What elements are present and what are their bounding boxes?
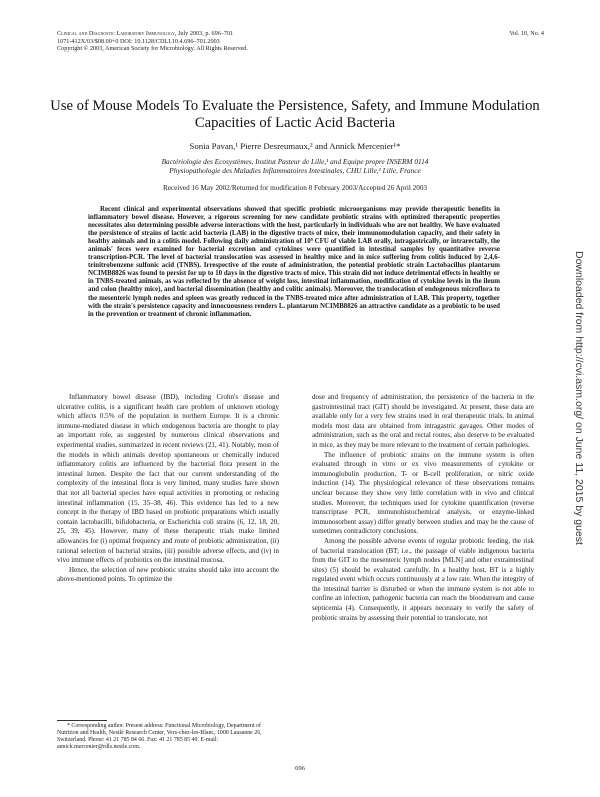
body-paragraph: dose and frequency of administration, the persistence of the bacteria in the gastrointestinal tract (GIT) should be investigated. At present, these data are available only for a very few strains used in oral therapeutic trials. In animal models most data are obtained from intragastric gavages. Other modes of administration, such as the oral and rectal routes, also deserve to be evaluated in mice, as they may be more relevant to the treatment of certain pathologies. (312, 393, 534, 449)
copyright-line: Copyright © 2003, American Society for Microbiology. All Rights Reserved. (57, 45, 248, 53)
body-paragraph: Hence, the selection of new probiotic strains should take into account the above-mentioned points. To optimize the (57, 565, 279, 584)
issue-info: , July 2003, p. 696–701 (174, 30, 234, 37)
affiliation-line-2: Physiopathologie des Maladies Inflammatoires Intestinales, CHU Lille,² Lille, France (169, 166, 421, 175)
body-paragraph: Inflammatory bowel disease (IBD), including Crohn's disease and ulcerative colitis, is a significant health care problem of unknown etiology which affects 0.5% of the population in northern Europe. It is a chronic immune-mediated disease in which endogenous bacteria are thought to play an important role, as suggested by numerous clinical observations and experimental studies, summarized in recent reviews (21, 41). Notably, most of the models in which animals develop spontaneous or chemically induced inflammatory colitis are influenced by the bacterial flora present in the intestinal lumen. Despite the fact that our current understanding of the complexity of the intestinal flora is very limited, many studies have shown that not all bacterial species have equal activities in promoting or reducing intestinal inflammation (15, 35–38, 46). This evidence has led to a new concept in the therapy of IBD based on probiotic preparations which usually contain lactobacilli, bifidobacteria, or Escherichia coli strains (6, 12, 18, 20, 25, 39, 45). However, many of these therapeutic trials make limited allowances for (i) optimal frequency and route of probiotic administration, (ii) rational selection of bacterial strains, (iii) possible adverse effects, and (iv) in vivo immune effects of probiotics on the intestinal mucosa. (57, 393, 279, 565)
page-number: 696 (295, 765, 305, 772)
issn-doi-line: 1071-412X/03/$08.00+0 DOI: 10.1128/CDLI.10.4.696–701.2003 (57, 37, 220, 45)
journal-name: Clinical and Diagnostic Laboratory Immunology (57, 30, 175, 37)
running-header (57, 30, 417, 53)
submission-dates: Received 16 May 2002/Returned for modification 8 February 2003/Accepted 26 April 2003 (162, 184, 428, 192)
body-column-right (312, 393, 534, 623)
journal-citation (57, 30, 417, 38)
body-paragraph: The influence of probiotic strains on the immune system is often evaluated through in vitro or ex vivo measurements of cytokine or immunoglobulin production, T- or B-cell proliferation, or nitric oxide induction (14). The physiological relevance of these observations remains unclear because they show very little correlation with in vivo and clinical studies. Moreover, the techniques used for cytokine quantification (reverse transcriptase PCR, immunohistochemical analysis, or enzyme-linked immunosorbent assay) differ greatly between studies and may be the cause of sometimes contradictory conclusions. (312, 450, 534, 536)
author-list: Sonia Pavan,¹ Pierre Desreumaux,² and Annick Mercenier¹* (189, 141, 401, 151)
abstract: Recent clinical and experimental observations showed that specific probiotic microorganisms may provide therapeutic benefits in inflammatory bowel disease. However, a rigorous screening for new candidate probiotic strains with optimized therapeutic properties necessitates also determining possible adverse interactions with the host, particularly in individuals who are not healthy. We have evaluated the persistence of strains of lactic acid bacteria (LAB) in the digestive tracts of mice, their immunomodulation capacity, and their safety in healthy animals and in a colitis model. Following daily administration of 10⁹ CFU of viable LAB orally, intragastrically, or intrarectally, the animals' feces were examined for bacterial excretion and cytokines were quantified in intestinal samples by quantitative reverse transcription-PCR. The level of bacterial translocation was assessed in healthy mice and in mice suffering from colitis induced by 2,4,6-trinitrobenzene sulfonic acid (TNBS). Irrespective of the route of administration, the potential probiotic strain Lactobacillus plantarum NCIMB8826 was found to persist for up to 10 days in the digestive tracts of mice. This strain did not induce detrimental effects in healthy or in TNBS-treated animals, as was reflected by the absence of weight loss, intestinal inflammation, modification of cytokine levels in the ileum and colon (healthy mice), and bacterial dissemination (healthy and colitic animals). Moreover, the translocation of endogenous microflora to the mesenteric lymph nodes and spleen was greatly reduced in the TNBS-treated mice after administration of LAB. This property, together with the strain's persistence capacity and innocuousness renders L. plantarum NCIMB8826 an attractive candidate as a probiotic to be used in the prevention or treatment of chronic inflammation. (88, 206, 500, 318)
footnote-divider (57, 720, 107, 721)
volume-info: Vol. 10, No. 4 (509, 30, 544, 37)
body-paragraph: Among the possible adverse events of regular probiotic feeding, the risk of bacterial translocation (BT; i.e., the passage of viable indigenous bacteria from the GIT to the mesenteric lymph nodes [MLN] and other extraintestinal sites) (5) should be evaluated carefully. In a healthy host, BT is a highly regulated event which occurs continuously at a low rate. When the integrity of the intestinal barrier is disturbed or when the immune system is not able to confine an infection, pathogenic bacteria can reach the bloodstream and cause septicemia (4). Consequently, it appears necessary to verify the safety of probiotic strains by assessing their potential to translocate, not (312, 536, 534, 622)
affiliations (50, 157, 540, 175)
body-column-left (57, 393, 279, 585)
affiliation-line-1: Bactériologie des Ecosystèmes, Institut Pasteur de Lille,¹ and Equipe propre INSERM 0114 (161, 157, 429, 166)
paper-title: Use of Mouse Models To Evaluate the Persistence, Safety, and Immune Modulation Capacities of Lactic Acid Bacteria (50, 98, 540, 131)
download-watermark: Downloaded from http://cvi.asm.org/ on June 11, 2015 by guest (573, 251, 585, 545)
corresponding-author-footnote: * Corresponding author. Present address: Functional Microbiology, Department of Nutrition and Health, Nestlé Research Center, Vers-chez-les-Blanc, 1000 Lausanne 26, Switzerland. Phone: 41 21 785 84 66. Fax: 41 21 785 85 49. E-mail: annick.mercenier@rdls.nestle.com. (57, 723, 262, 751)
